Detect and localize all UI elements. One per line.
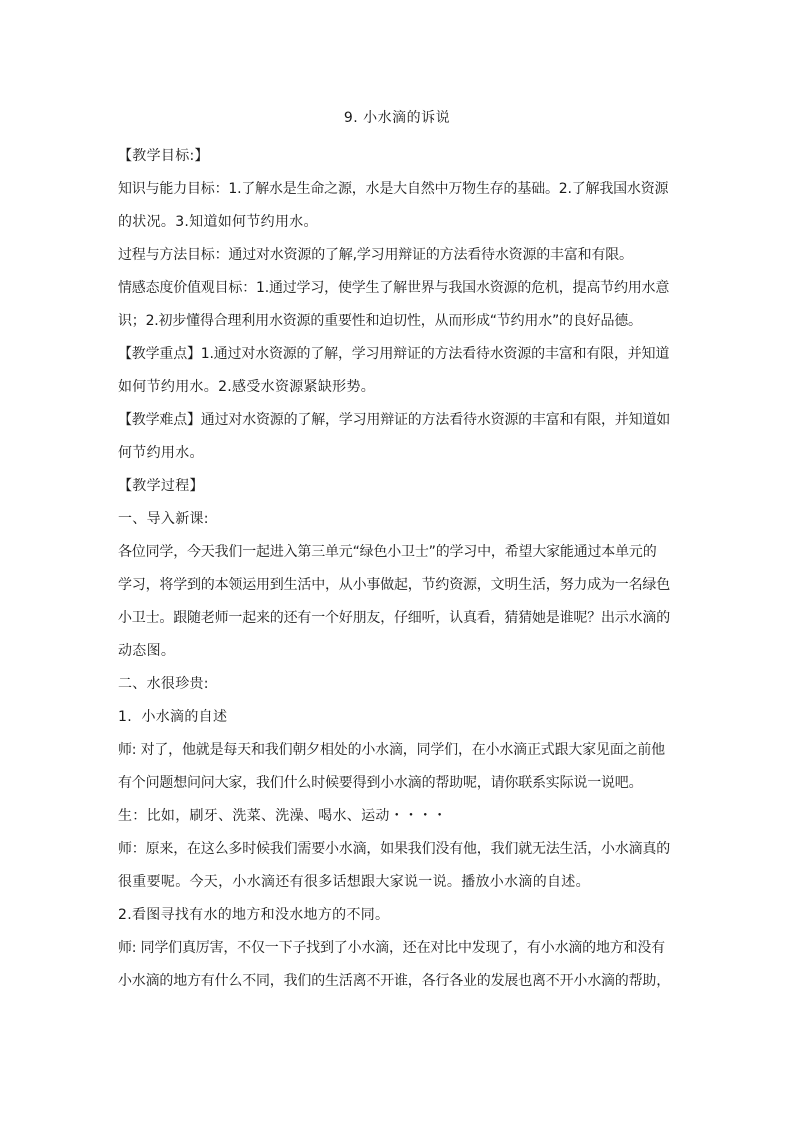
paragraph-line: 的状况。3.知道如何节约用水。	[118, 214, 318, 230]
paragraph-line: 各位同学，今天我们一起进入第三单元“绿色小卫士”的学习中，希望大家能通过本单元的	[118, 544, 657, 560]
paragraph-line: 如何节约用水。2.感受水资源紧缺形势。	[118, 379, 376, 395]
paragraph-line: 【教学重点】1.通过对水资源的了解，学习用辩证的方法看待水资源的丰富和有限，并知道	[118, 346, 670, 362]
paragraph-line: 很重要呢。今天，小水滴还有很多话想跟大家说一说。播放小水滴的自述。	[118, 874, 590, 890]
paragraph-line: 生：比如，刷牙、洗菜、洗澡、喝水、运动・・・・	[118, 808, 447, 824]
paragraph-line: 过程与方法目标：通过对水资源的了解,学习用辩证的方法看待水资源的丰富和有限。	[118, 247, 633, 263]
paragraph-line: 动态图。	[118, 643, 176, 659]
paragraph-line: 情感态度价值观目标：1.通过学习，使学生了解世界与我国水资源的危机，提高节约用水意	[118, 280, 670, 296]
paragraph-line: 【教学难点】通过对水资源的了解，学习用辩证的方法看待水资源的丰富和有限，并知道如	[118, 412, 670, 428]
section-heading-process: 【教学过程】	[118, 478, 204, 494]
document-body	[118, 140, 678, 998]
paragraph-line: 何节约用水。	[118, 445, 204, 461]
paragraph-line: 知识与能力目标：1.了解水是生命之源，水是大自然中万物生存的基础。2.了解我国水资源	[118, 181, 669, 197]
subsection-heading: 1. 小水滴的自述	[118, 709, 228, 725]
section-heading-intro: 一、导入新课:	[118, 511, 209, 527]
paragraph-line: 小水滴的地方有什么不同，我们的生活离不开谁，各行各业的发展也离不开小水滴的帮助，	[118, 973, 670, 989]
section-heading-water: 二、水很珍贵:	[118, 676, 209, 692]
paragraph-line: 师: 同学们真厉害，不仅一下子找到了小水滴，还在对比中发现了，有小水滴的地方和没有	[118, 940, 665, 956]
paragraph-line: 有个问题想问问大家，我们什么时候要得到小水滴的帮助呢，请你联系实际说一说吧。	[118, 775, 643, 791]
paragraph-line: 小卫士。跟随老师一起来的还有一个好朋友，仔细听，认真看，猜猜她是谁呢？出示水滴的	[118, 610, 670, 626]
paragraph-line: 学习，将学到的本领运用到生活中，从小事做起，节约资源，文明生活，努力成为一名绿色	[118, 577, 670, 593]
paragraph-line: 师: 对了，他就是每天和我们朝夕相处的小水滴，同学们，在小水滴正式跟大家见面之前他	[118, 742, 665, 758]
paragraph-line: 识；2.初步懂得合理利用水资源的重要性和迫切性，从而形成“节约用水”的良好品德。	[118, 313, 642, 329]
document-title: 9. 小水滴的诉说	[343, 110, 451, 126]
subsection-heading: 2.看图寻找有水的地方和没水地方的不同。	[118, 907, 390, 923]
paragraph-line: 师：原来，在这么多时候我们需要小水滴，如果我们没有他，我们就无法生活，小水滴真的	[118, 841, 670, 857]
section-heading-objectives: 【教学目标:】	[118, 148, 209, 164]
